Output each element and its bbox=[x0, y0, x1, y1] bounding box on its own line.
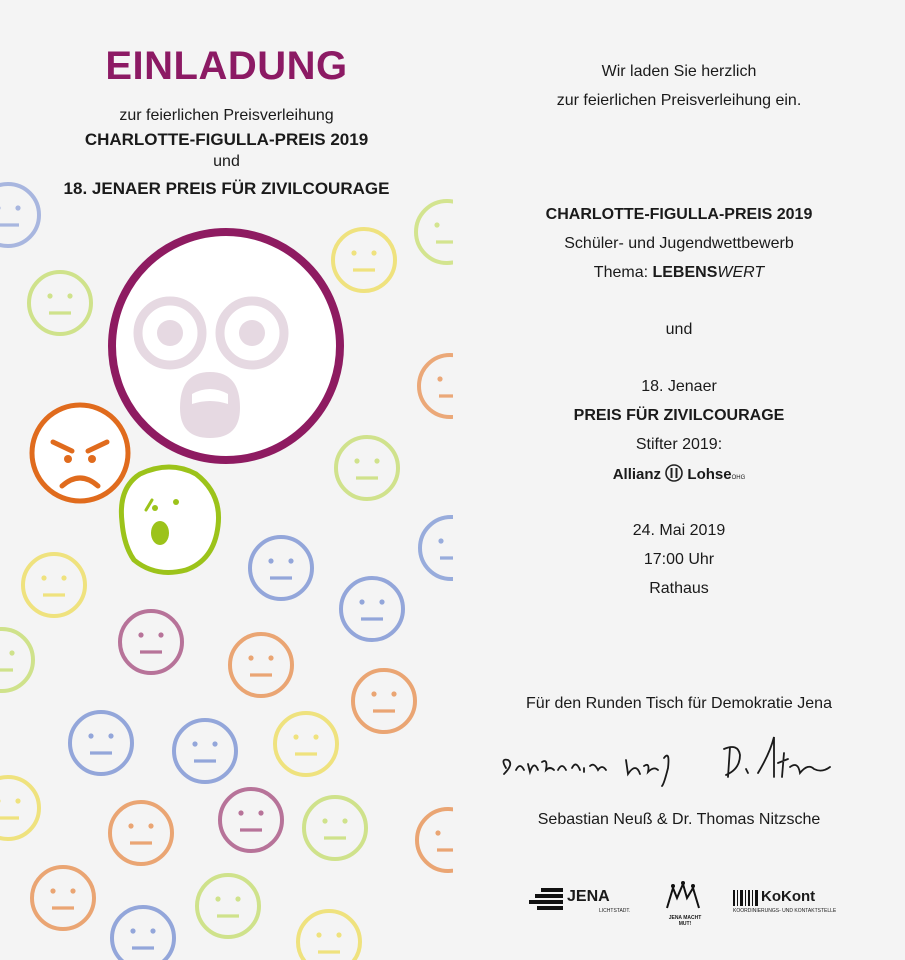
sponsor-logo bbox=[453, 464, 905, 483]
neutral-face-icon bbox=[197, 875, 259, 937]
prize1-subtitle: Schüler- und Jugendwettbewerb bbox=[564, 235, 794, 252]
sponsor-logo-ohg: OHG bbox=[731, 475, 746, 481]
allianz-eagle-icon bbox=[665, 464, 683, 482]
neutral-face-icon bbox=[275, 713, 337, 775]
invitation-title: EINLADUNG bbox=[105, 44, 348, 88]
intro-line-2: zur feierlichen Preisverleihung ein. bbox=[556, 92, 802, 109]
neutral-face-icon bbox=[250, 537, 312, 599]
logo-jena-macht-mut bbox=[663, 880, 709, 927]
subtitle-ceremony: zur feierlichen Preisverleihung bbox=[119, 107, 334, 124]
right-panel bbox=[453, 0, 905, 960]
jena-stripes-icon bbox=[527, 888, 563, 912]
logo-kokont-sub: KOORDINIERUNGS- UND KONTAKTSTELLE bbox=[733, 908, 837, 914]
logo-jena bbox=[527, 886, 637, 916]
subtitle-prize-figulla: CHARLOTTE-FIGULLA-PREIS 2019 bbox=[84, 130, 369, 149]
event-place: Rathaus bbox=[649, 580, 709, 597]
neutral-face-icon bbox=[420, 517, 453, 579]
prize1-theme bbox=[453, 264, 905, 282]
neutral-face-icon bbox=[230, 634, 292, 696]
neutral-face-icon bbox=[333, 229, 395, 291]
neutral-face-icon bbox=[419, 355, 453, 417]
surprised-face-icon bbox=[121, 467, 218, 572]
angry-face-icon bbox=[32, 405, 128, 501]
signature-neuss bbox=[498, 740, 688, 790]
signers-names: Sebastian Neuß & Dr. Thomas Nitzsche bbox=[537, 811, 821, 828]
neutral-face-icon bbox=[23, 554, 85, 616]
neutral-face-icon bbox=[70, 712, 132, 774]
theme-italic: WERT bbox=[717, 264, 765, 281]
sponsor-label: Stifter 2019: bbox=[635, 436, 723, 453]
shocked-face-icon bbox=[112, 232, 340, 460]
neutral-face-icon bbox=[416, 201, 453, 263]
partner-logos bbox=[453, 880, 905, 925]
prize2-line-1: 18. Jenaer bbox=[641, 378, 717, 395]
neutral-face-icon bbox=[110, 802, 172, 864]
intro-line-1: Wir laden Sie herzlich bbox=[601, 63, 757, 80]
und-separator: und bbox=[665, 321, 693, 338]
neutral-face-icon bbox=[29, 272, 91, 334]
neutral-face-icon bbox=[112, 907, 174, 960]
logo-jena-text: JENA bbox=[567, 888, 610, 905]
neutral-face-icon bbox=[353, 670, 415, 732]
sponsor-logo-lohse: Lohse bbox=[687, 466, 732, 483]
neutral-face-icon bbox=[298, 911, 360, 960]
neutral-face-icon bbox=[120, 611, 182, 673]
neutral-face-icon bbox=[417, 809, 453, 871]
neutral-face-icon bbox=[32, 867, 94, 929]
neutral-face-icon bbox=[220, 789, 282, 851]
neutral-face-icon bbox=[0, 629, 33, 691]
event-date: 24. Mai 2019 bbox=[632, 522, 726, 539]
neutral-face-icon bbox=[341, 578, 403, 640]
neutral-face-icon bbox=[174, 720, 236, 782]
logo-jena-sub: LICHTSTADT. bbox=[599, 908, 631, 914]
event-time: 17:00 Uhr bbox=[643, 551, 715, 568]
neutral-face-icon bbox=[304, 797, 366, 859]
logo-kokont-text: KoKont bbox=[761, 888, 816, 905]
neutral-face-icon bbox=[0, 777, 39, 839]
theme-bold: LEBENS bbox=[652, 264, 718, 281]
prize1-title: CHARLOTTE-FIGULLA-PREIS 2019 bbox=[545, 206, 813, 223]
neutral-face-icon bbox=[336, 437, 398, 499]
subtitle-und: und bbox=[213, 153, 240, 170]
sponsor-logo-allianz: Allianz bbox=[612, 466, 662, 483]
people-group-icon bbox=[663, 880, 705, 910]
logo-mut-text: JENA MACHT MUT! bbox=[668, 915, 702, 927]
prize2-title: PREIS FÜR ZIVILCOURAGE bbox=[573, 407, 785, 424]
logo-kokont bbox=[733, 888, 843, 918]
signature-nitzsche bbox=[718, 733, 838, 789]
subtitle-prize-zivilcourage: 18. JENAER PREIS FÜR ZIVILCOURAGE bbox=[63, 179, 390, 198]
barcode-icon bbox=[733, 890, 759, 906]
host-line: Für den Runden Tisch für Demokratie Jena bbox=[526, 695, 832, 712]
theme-prefix: Thema: bbox=[593, 264, 653, 281]
